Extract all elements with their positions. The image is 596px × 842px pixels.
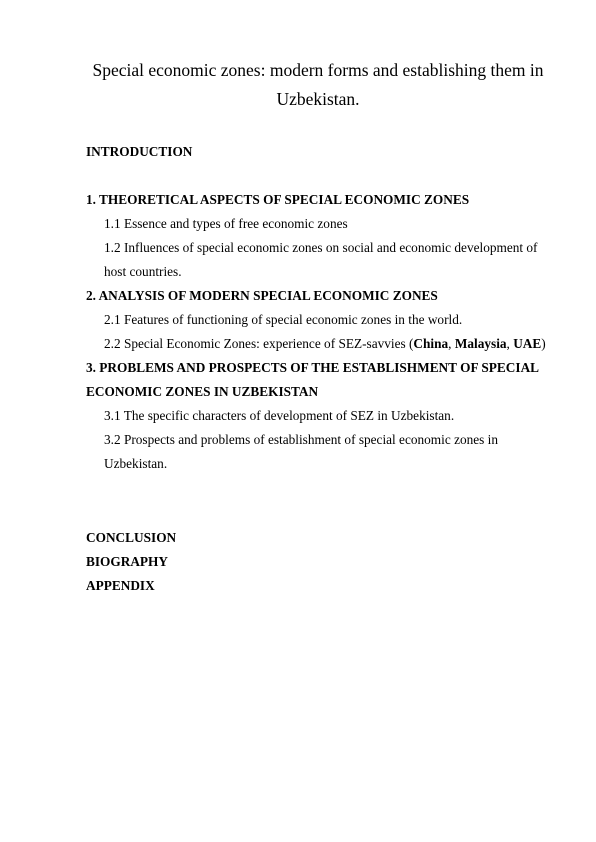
appendix-heading: APPENDIX bbox=[86, 578, 155, 593]
chapter-2-item-1: 2.1 Features of functioning of special economic zones in the world. bbox=[104, 312, 463, 327]
country-china: China bbox=[413, 336, 449, 351]
conclusion-heading: CONCLUSION bbox=[86, 530, 177, 545]
country-malaysia: Malaysia bbox=[454, 336, 507, 351]
country-uae: UAE bbox=[513, 336, 542, 351]
chapter-2-heading: 2. ANALYSIS OF MODERN SPECIAL ECONOMIC ZONES bbox=[86, 288, 438, 303]
chapter-3-heading: 3. PROBLEMS AND PROSPECTS OF THE ESTABLISHMENT OF SPECIAL ECONOMIC ZONES IN UZBEKISTAN bbox=[86, 360, 539, 399]
chapter-2-item-2-prefix: 2.2 Special Economic Zones: experience of SEZ-savvies ( bbox=[104, 336, 414, 351]
introduction-section bbox=[86, 140, 556, 164]
biography-heading: BIOGRAPHY bbox=[86, 554, 169, 569]
separator-1: , bbox=[448, 336, 455, 351]
chapter-3-item-2: 3.2 Prospects and problems of establishment of special economic zones in Uzbekistan. bbox=[104, 432, 499, 471]
toc-chapters bbox=[86, 188, 556, 476]
chapter-3-item-1: 3.1 The specific characters of development of SEZ in Uzbekistan. bbox=[104, 408, 455, 423]
closing-sections bbox=[86, 526, 556, 598]
chapter-1-heading: 1. THEORETICAL ASPECTS OF SPECIAL ECONOMIC ZONES bbox=[86, 192, 470, 207]
chapter-2-item-2 bbox=[86, 332, 556, 356]
document-title: Special economic zones: modern forms and establishing them in Uzbekistan. bbox=[92, 60, 544, 109]
separator-2: , bbox=[506, 336, 514, 351]
chapter-1-item-2: 1.2 Influences of special economic zones on social and economic development of host countries. bbox=[104, 240, 538, 279]
chapter-1-item-1: 1.1 Essence and types of free economic zones bbox=[104, 216, 348, 231]
introduction-heading: INTRODUCTION bbox=[86, 144, 193, 159]
chapter-2-item-2-suffix: ) bbox=[541, 336, 546, 351]
